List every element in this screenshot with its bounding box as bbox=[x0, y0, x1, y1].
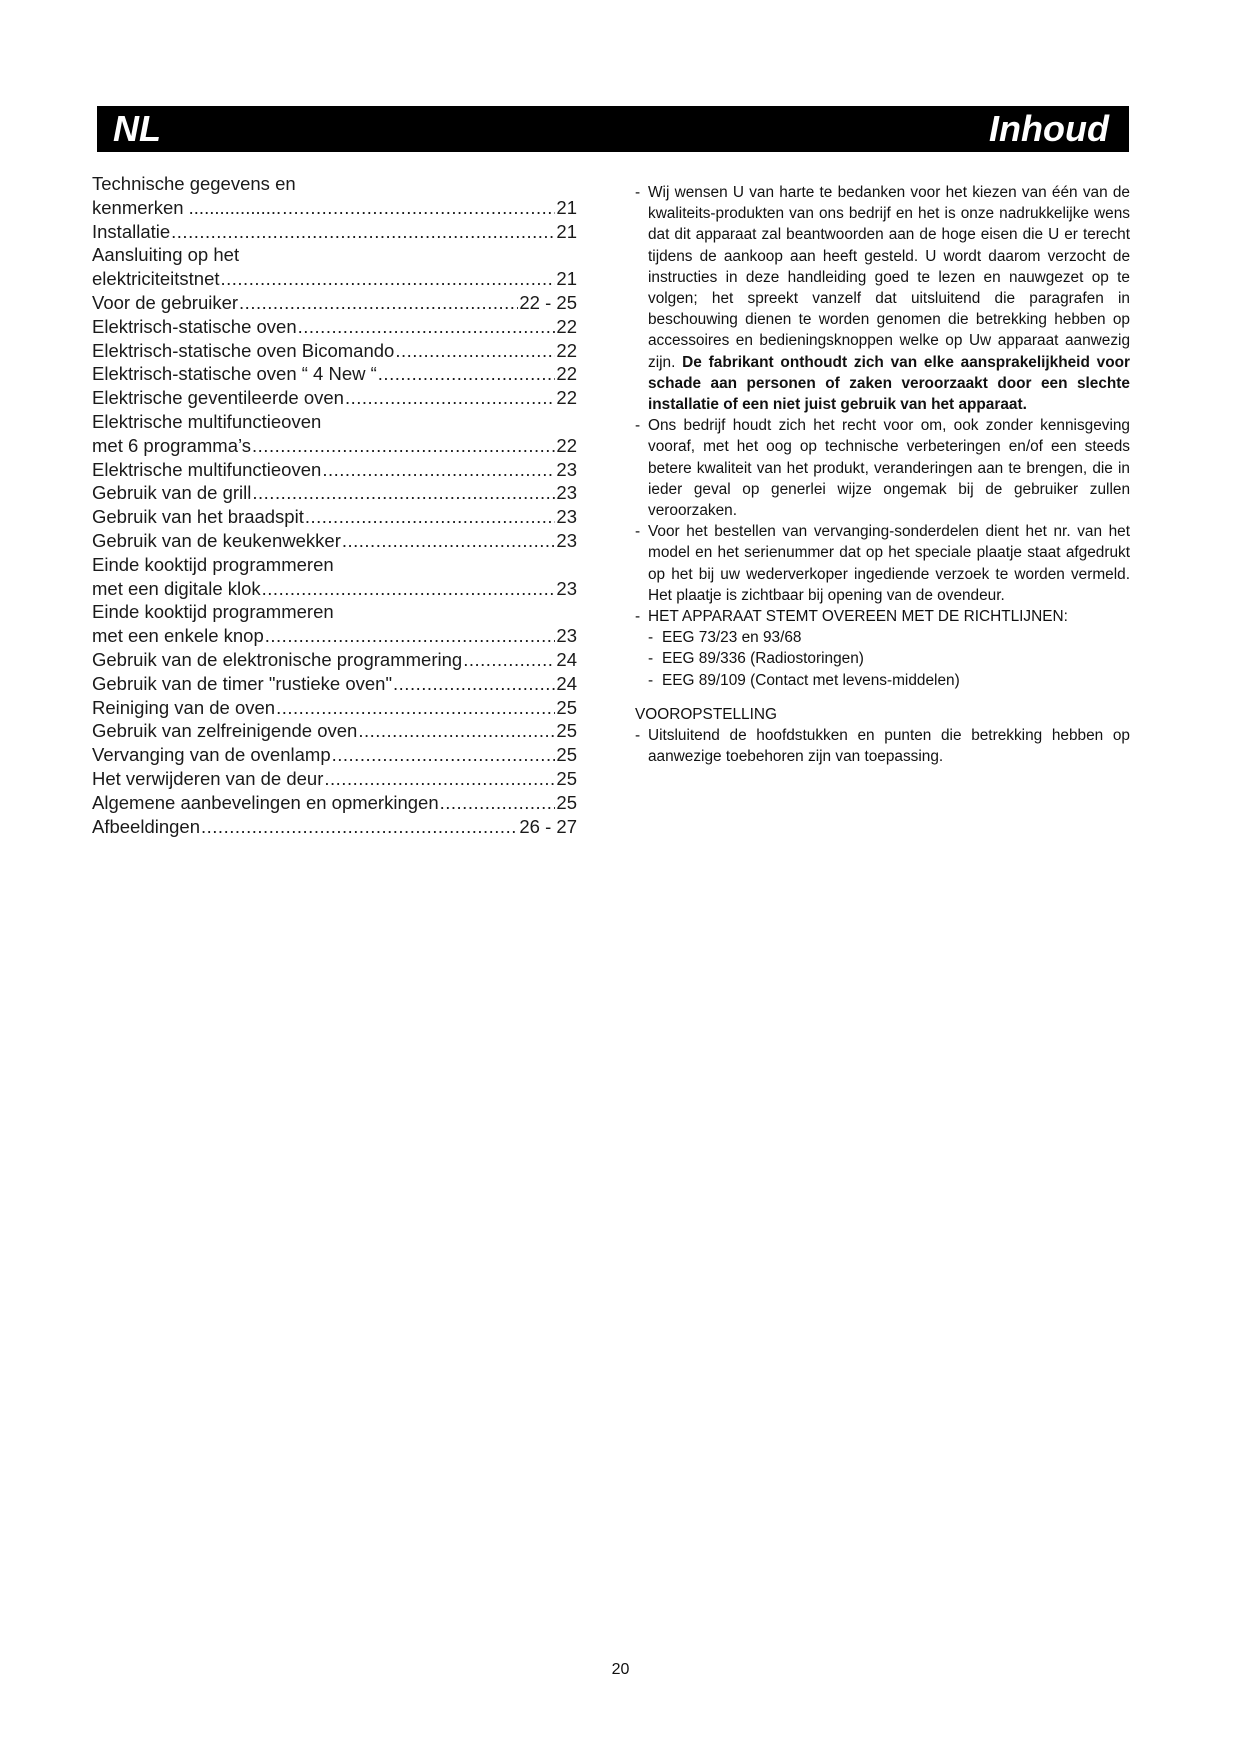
toc-entry bbox=[92, 410, 577, 458]
directive-item: - EEG 89/336 (Radiostoringen) bbox=[648, 650, 864, 668]
toc-page-number: 25 bbox=[556, 696, 577, 718]
toc-page-number: 22 bbox=[556, 363, 577, 385]
toc-entry-label: Vervanging van de ovenlamp bbox=[92, 744, 331, 766]
toc-page-number: 22 bbox=[556, 434, 577, 456]
toc-page-number: 23 bbox=[556, 529, 577, 551]
toc-leader-dots bbox=[440, 791, 556, 815]
toc-leader-dots bbox=[332, 743, 556, 767]
toc-entry-label: met een digitale klok bbox=[92, 577, 261, 599]
toc-entry bbox=[92, 362, 577, 386]
toc-entry-label: Gebruik van de keukenwekker bbox=[92, 529, 341, 551]
toc-leader-dots bbox=[395, 339, 555, 363]
intro-paragraph-text: Wij wensen U van harte te bedanken voor het kiezen van één van de kwaliteits-produkten van ons bedrijf en het is onze nadrukkelijke wens dat dit apparaat zal beantwoorden aan de hoge eisen die U er terecht tijdens de aankoop aan heeft gesteld. U wordt daarom verzocht de instructies in deze handleiding goed te lezen en nauwgezet op te volgen; het spreekt vanzelf dat uitsluitend die paragrafen in beschouwing dienen te worden genomen die betrekking hebben op accessoires en bedieningsknoppen welke op Uw apparaat aanwezig zijn. bbox=[648, 184, 1130, 371]
toc-entry-label: Elektrisch-statische oven Bicomando bbox=[92, 339, 395, 361]
toc-entry bbox=[92, 743, 577, 767]
toc-entry-label-line: Elektrische multifunctieoven bbox=[92, 410, 322, 432]
toc-leader-dots bbox=[239, 291, 518, 315]
toc-leader-dots bbox=[342, 529, 556, 553]
toc-entry bbox=[92, 648, 577, 672]
intro-paragraph-rights: - Ons bedrijf houdt zich het recht voor om, ook zonder kennisgeving vooraf, met het oog op technische verbeteringen en/of een steeds betere kwaliteit van het produkt, veranderingen aan te brengen, die in ieder geval op generlei wijze ongemak bij de gebruiker zullen veroorzaken. bbox=[635, 417, 1130, 520]
toc-entry-label: met 6 programma’s bbox=[92, 434, 252, 456]
toc-leader-dots bbox=[171, 220, 555, 244]
toc-entry-label: Elektrisch-statische oven bbox=[92, 315, 297, 337]
toc-entry bbox=[92, 815, 577, 839]
toc-entry bbox=[92, 505, 577, 529]
toc-entry bbox=[92, 339, 577, 363]
toc-page-number: 21 bbox=[556, 268, 577, 290]
toc-leader-dots bbox=[298, 315, 556, 339]
toc-entry-label: Gebruik van de timer "rustieke oven" bbox=[92, 672, 393, 694]
intro-paragraph-text: Uitsluitend de hoofdstukken en punten die betrekking hebben op aanwezige toebehoren zijn van toepassing. bbox=[648, 727, 1130, 766]
toc-page-number: 21 bbox=[556, 196, 577, 218]
toc-page-number: 23 bbox=[556, 577, 577, 599]
toc-entry bbox=[92, 767, 577, 791]
toc-page-number: 23 bbox=[556, 506, 577, 528]
intro-paragraph-spare-parts: - Voor het bestellen van vervanging-sonderdelen dient het nr. van het model en het serienummer dat op het speciale plaatje staat afgedrukt op het bij uw wederverkoper ingediende verzoek te worden vermeld. Het plaatje is zichtbaar bij opening van de ovendeur. bbox=[635, 523, 1130, 604]
table-of-contents bbox=[92, 172, 577, 838]
toc-leader-dots bbox=[378, 362, 556, 386]
toc-entry bbox=[92, 291, 577, 315]
toc-entry-label: Elektrisch-statische oven “ 4 New “ bbox=[92, 363, 377, 385]
toc-page-number: 25 bbox=[556, 791, 577, 813]
toc-entry bbox=[92, 791, 577, 815]
toc-page-number: 24 bbox=[556, 648, 577, 670]
intro-paragraph-directives: - HET APPARAAT STEMT OVEREEN MET DE RICHTLIJNEN: bbox=[635, 608, 1068, 626]
toc-page-number: 23 bbox=[556, 482, 577, 504]
directive-item: - EEG 89/109 (Contact met levens-middelen) bbox=[648, 671, 960, 689]
toc-entry bbox=[92, 315, 577, 339]
toc-entry-label: Gebruik van de elektronische programmering bbox=[92, 648, 463, 670]
language-code: NL bbox=[113, 108, 161, 149]
preface-heading: VOOROPSTELLING bbox=[635, 705, 777, 723]
toc-page-number: 26 - 27 bbox=[519, 815, 577, 837]
toc-entry-label: Gebruik van de grill bbox=[92, 482, 252, 504]
toc-entry-label: Algemene aanbevelingen en opmerkingen bbox=[92, 791, 439, 813]
toc-entry bbox=[92, 719, 577, 743]
toc-entry-label-line: Einde kooktijd programmeren bbox=[92, 553, 334, 575]
toc-entry bbox=[92, 672, 577, 696]
toc-page-number: 22 bbox=[556, 339, 577, 361]
intro-paragraph-text: HET APPARAAT STEMT OVEREEN MET DE RICHTLIJNEN: bbox=[648, 608, 1068, 626]
toc-leader-dots bbox=[252, 481, 555, 505]
introduction-text bbox=[635, 182, 1130, 767]
toc-entry bbox=[92, 386, 577, 410]
toc-entry bbox=[92, 220, 577, 244]
toc-entry bbox=[92, 243, 577, 291]
toc-entry-label-line: Aansluiting op het bbox=[92, 244, 240, 266]
toc-entry bbox=[92, 553, 577, 601]
liability-disclaimer: De fabrikant onthoudt zich van elke aansprakelijkheid voor schade aan personen of zaken veroorzaakt door een slechte installatie of een niet juist gebruik van het apparaat. bbox=[648, 353, 1130, 414]
toc-page-number: 23 bbox=[556, 625, 577, 647]
page-number: 20 bbox=[611, 1661, 630, 1678]
toc-page-number: 22 - 25 bbox=[519, 291, 577, 313]
toc-entry-label: Afbeeldingen bbox=[92, 815, 201, 837]
toc-entry-label: elektriciteitstnet bbox=[92, 268, 220, 290]
intro-paragraph-thanks: - Wij wensen U van harte te bedanken voor het kiezen van één van de kwaliteits-produkten van ons bedrijf en het is onze nadrukkelijke wens dat dit apparaat zal beantwoorden aan de hoge eisen die U er terecht tijdens de aankoop aan heeft gesteld. U wordt daarom verzocht de instructies in deze handleiding goed te lezen en nauwgezet op te volgen; het spreekt vanzelf dat uitsluitend die paragrafen in beschouwing dienen te worden genomen die betrekking hebben op accessoires en bedieningsknoppen welke op Uw apparaat aanwezig zijn. De fabrikant onthoudt zich van elke aansprakelijkheid voor schade aan personen of zaken veroorzaakt door een slechte installatie of een niet juist gebruik van het apparaat. bbox=[635, 184, 1130, 414]
toc-leader-dots bbox=[262, 577, 556, 601]
toc-entry bbox=[92, 172, 577, 220]
toc-entry bbox=[92, 529, 577, 553]
intro-paragraph-text: Ons bedrijf houdt zich het recht voor om, ook zonder kennisgeving vooraf, met het oog op technische verbeteringen en/of een steeds betere kwaliteit van het produkt, veranderingen aan te brengen, die in ieder geval op generlei wijze ongemak bij de gebruiker zullen veroorzaken. bbox=[648, 417, 1130, 520]
toc-page-number: 21 bbox=[556, 220, 577, 242]
toc-leader-dots bbox=[282, 196, 555, 220]
toc-leader-dots bbox=[393, 672, 555, 696]
toc-page-number: 24 bbox=[556, 672, 577, 694]
toc-entry-label: Elektrische multifunctieoven bbox=[92, 458, 322, 480]
toc-page-number: 22 bbox=[556, 315, 577, 337]
toc-entry-label: Gebruik van het braadspit bbox=[92, 506, 304, 528]
toc-leader-dots bbox=[201, 815, 518, 839]
toc-entry bbox=[92, 600, 577, 648]
toc-leader-dots bbox=[221, 267, 556, 291]
toc-entry bbox=[92, 458, 577, 482]
toc-leader-dots bbox=[276, 696, 555, 720]
toc-entry-label: Installatie bbox=[92, 220, 171, 242]
section-header-bar bbox=[97, 106, 1129, 152]
toc-entry-label: Gebruik van zelfreinigende oven bbox=[92, 720, 358, 742]
intro-paragraph-text: Voor het bestellen van vervanging-sonderdelen dient het nr. van het model en het serienummer dat op het speciale plaatje staat afgedrukt op het bij uw wederverkoper ingediende verzoek te worden vermeld. Het plaatje is zichtbaar bij opening van de ovendeur. bbox=[648, 523, 1130, 604]
toc-leader-dots bbox=[265, 624, 556, 648]
toc-entry bbox=[92, 481, 577, 505]
directive-item: - EEG 73/23 en 93/68 bbox=[648, 629, 802, 647]
toc-leader-dots bbox=[305, 505, 556, 529]
toc-leader-dots bbox=[463, 648, 555, 672]
toc-leader-dots bbox=[324, 767, 555, 791]
toc-entry bbox=[92, 696, 577, 720]
toc-page-number: 22 bbox=[556, 387, 577, 409]
toc-leader-dots bbox=[322, 458, 555, 482]
toc-page-number: 25 bbox=[556, 720, 577, 742]
toc-entry-label: met een enkele knop bbox=[92, 625, 264, 647]
toc-entry-label: Het verwijderen van de deur bbox=[92, 767, 324, 789]
toc-entry-label: Elektrische geventileerde oven bbox=[92, 387, 344, 409]
toc-page-number: 23 bbox=[556, 458, 577, 480]
toc-entry-label: Voor de gebruiker bbox=[92, 291, 239, 313]
toc-entry-label: kenmerken .................. bbox=[92, 196, 282, 218]
toc-entry-label-line: Einde kooktijd programmeren bbox=[92, 601, 334, 623]
toc-entry-label: Reiniging van de oven bbox=[92, 696, 276, 718]
toc-entry-label-line: Technische gegevens en bbox=[92, 173, 296, 194]
toc-leader-dots bbox=[252, 434, 555, 458]
preface-paragraph: - Uitsluitend de hoofdstukken en punten die betrekking hebben op aanwezige toebehoren zijn van toepassing. bbox=[635, 727, 1130, 766]
toc-leader-dots bbox=[345, 386, 555, 410]
section-title: Inhoud bbox=[989, 108, 1109, 149]
toc-page-number: 25 bbox=[556, 744, 577, 766]
toc-page-number: 25 bbox=[556, 767, 577, 789]
toc-leader-dots bbox=[358, 719, 555, 743]
